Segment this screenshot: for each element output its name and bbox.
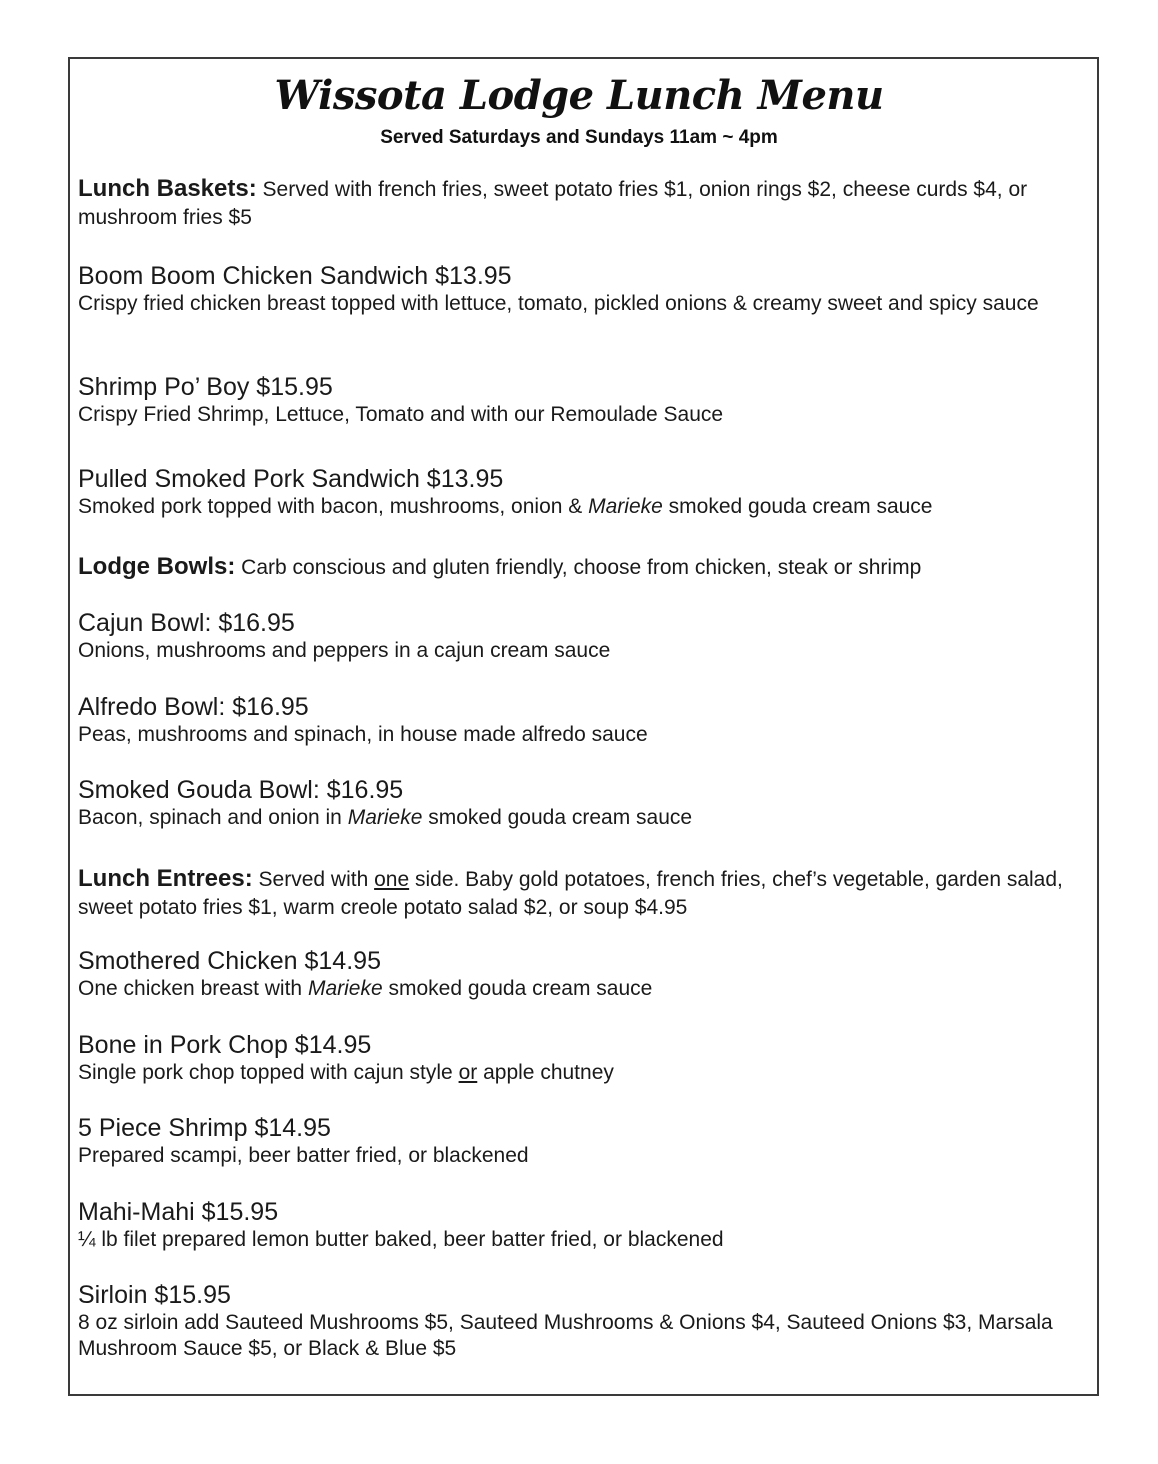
menu-item [78, 947, 1098, 1002]
menu-item [78, 1198, 1098, 1253]
item-description: ¼ lb filet prepared lemon butter baked, beer batter fried, or blackened [78, 1228, 724, 1251]
item-title: 5 Piece Shrimp $14.95 [78, 1114, 331, 1142]
item-description: Prepared scampi, beer batter fried, or blackened [78, 1144, 529, 1167]
item-description: Single pork chop topped with cajun style or apple chutney [78, 1061, 614, 1084]
section-description: Served with french fries, sweet potato fries $1, onion rings $2, cheese curds $4, or mushroom fries $5 [78, 178, 1028, 229]
item-description: Bacon, spinach and onion in Marieke smoked gouda cream sauce [78, 806, 693, 829]
item-title: Alfredo Bowl: $16.95 [78, 693, 309, 721]
section-heading: Lunch Baskets: [78, 175, 257, 202]
menu-item [78, 693, 1098, 748]
section-description: Carb conscious and gluten friendly, choose from chicken, steak or shrimp [235, 556, 922, 579]
item-description: One chicken breast with Marieke smoked gouda cream sauce [78, 977, 653, 1000]
menu-item [78, 373, 1098, 428]
section-description: Served with one side. Baby gold potatoes, french fries, chef’s vegetable, garden salad, sweet potato fries $1, warm creole potato salad $2, or soup $4.95 [78, 868, 1063, 919]
menu-item [78, 609, 1098, 664]
item-description: Onions, mushrooms and peppers in a cajun cream sauce [78, 639, 611, 662]
item-title: Sirloin $15.95 [78, 1281, 231, 1309]
menu-item [78, 1114, 1098, 1169]
item-description: Crispy fried chicken breast topped with lettuce, tomato, pickled onions & creamy sweet and spicy sauce [78, 292, 1039, 315]
item-title: Cajun Bowl: $16.95 [78, 609, 295, 637]
item-title: Smoked Gouda Bowl: $16.95 [78, 776, 404, 804]
menu-item [78, 262, 1098, 317]
item-description: Smoked pork topped with bacon, mushrooms, onion & Marieke smoked gouda cream sauce [78, 495, 933, 518]
item-description: 8 oz sirloin add Sauteed Mushrooms $5, Sauteed Mushrooms & Onions $4, Sauteed Onions $3, Marsala Mushroom Sauce $5, or Black & Blue $5 [78, 1311, 1053, 1360]
section-lunch-entrees [78, 865, 1098, 921]
menu-item [78, 1281, 1078, 1362]
item-title: Shrimp Po’ Boy $15.95 [78, 373, 333, 401]
menu-subtitle: Served Saturdays and Sundays 11am ~ 4pm [380, 127, 778, 148]
section-lodge-bowls [78, 553, 1098, 581]
item-title: Smothered Chicken $14.95 [78, 947, 381, 975]
item-title: Pulled Smoked Pork Sandwich $13.95 [78, 465, 504, 493]
section-heading: Lunch Entrees: [78, 865, 253, 892]
menu-item [78, 1031, 1098, 1086]
menu-title: Wissota Lodge Lunch Menu [274, 72, 884, 119]
item-title: Boom Boom Chicken Sandwich $13.95 [78, 262, 512, 290]
item-title: Bone in Pork Chop $14.95 [78, 1031, 372, 1059]
menu-item [78, 465, 1098, 520]
item-description: Crispy Fried Shrimp, Lettuce, Tomato and with our Remoulade Sauce [78, 403, 724, 426]
menu-item [78, 776, 1098, 831]
item-description: Peas, mushrooms and spinach, in house made alfredo sauce [78, 723, 648, 746]
section-heading: Lodge Bowls: [78, 553, 236, 580]
item-title: Mahi-Mahi $15.95 [78, 1198, 279, 1226]
section-lunch-baskets [78, 175, 1098, 231]
